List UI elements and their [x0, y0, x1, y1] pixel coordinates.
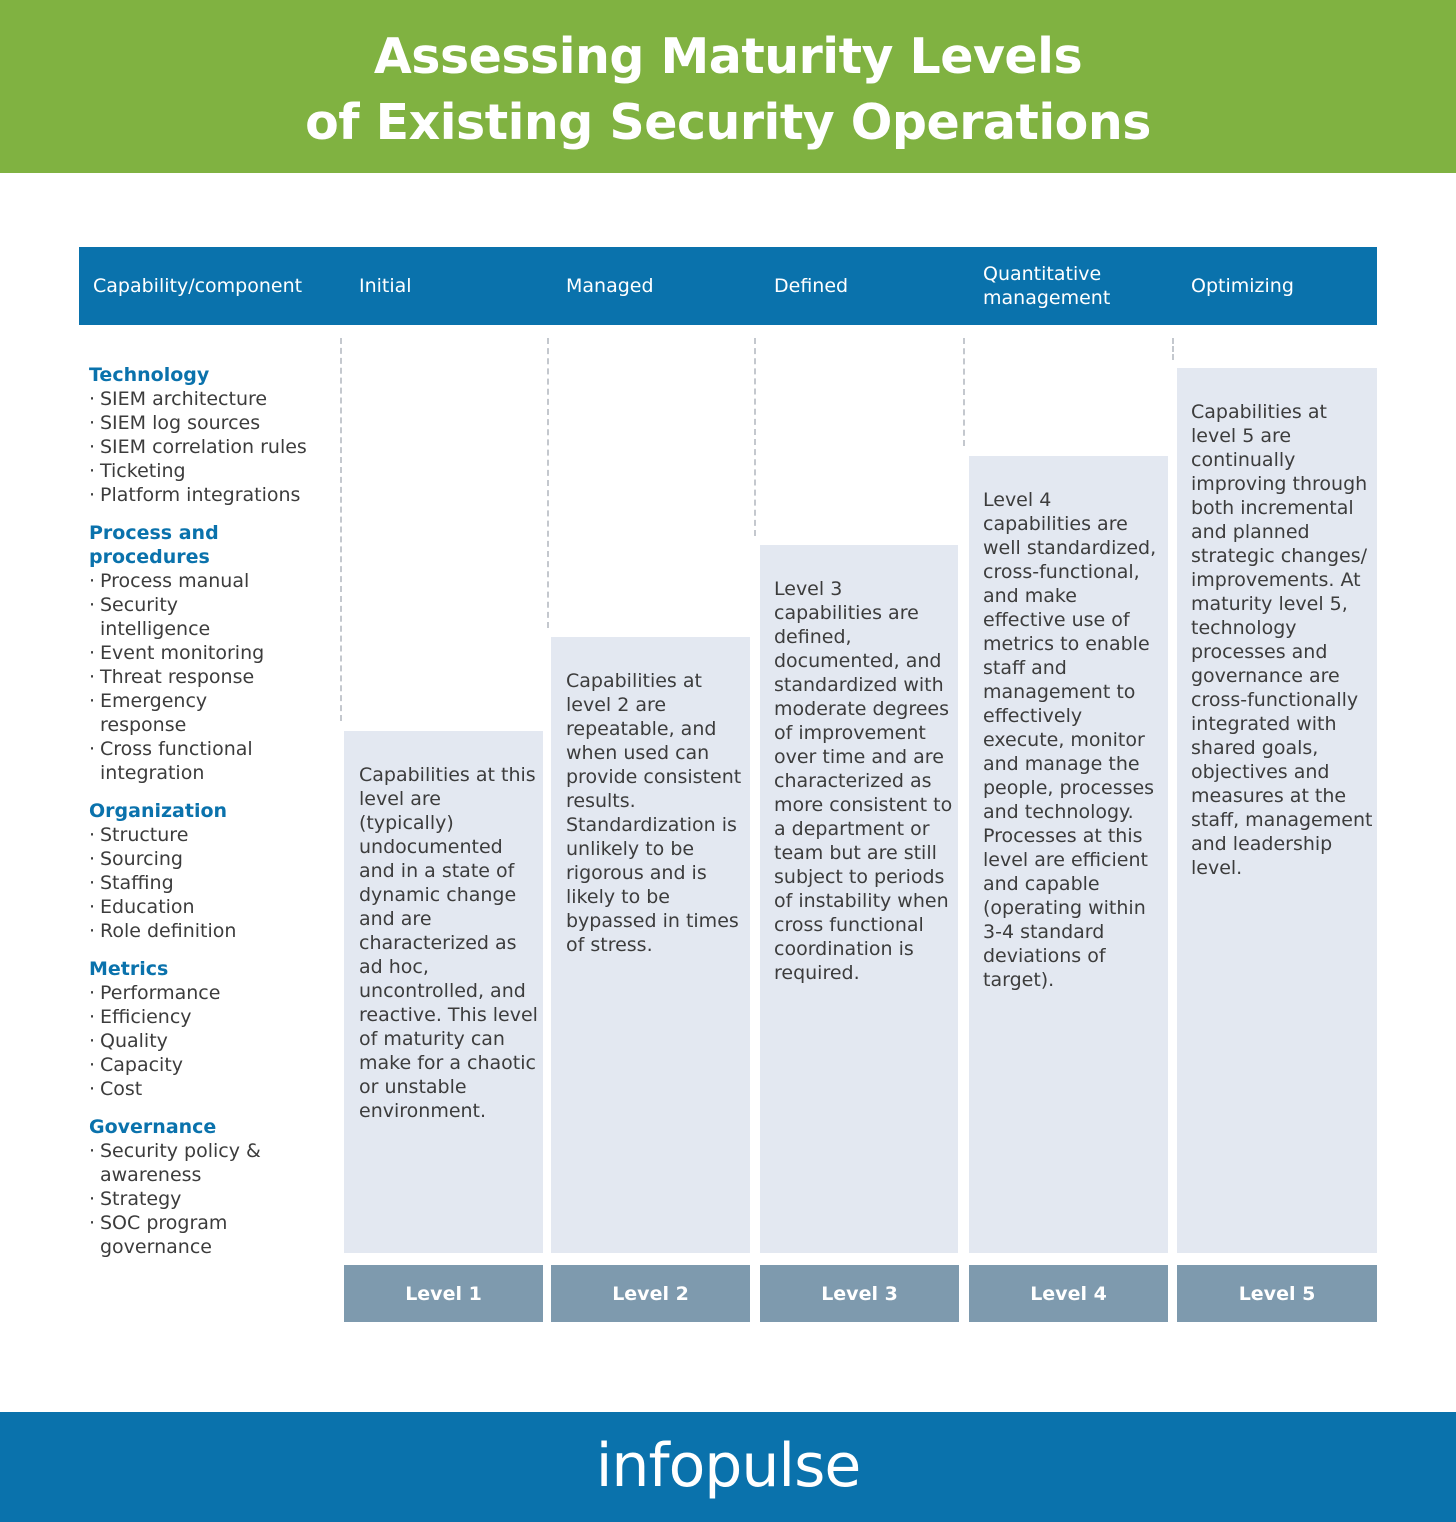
list-item: · SIEM architecture	[89, 387, 334, 411]
title-line-1: Assessing Maturity Levels	[373, 28, 1083, 85]
category-governance-title: Governance	[89, 1116, 217, 1138]
list-item: · Process manual	[89, 569, 289, 593]
list-item: · Ticketing	[89, 459, 334, 483]
category-process-items	[89, 569, 289, 785]
level-3-description: Level 3 capabilities are defined, documented, and standardized with moderate degrees of improvement over time and are characterized as more consistent to a department or team but are still subject to periods of instability when cross functional coordination is required.	[774, 578, 953, 984]
category-process-title: Process and procedures	[89, 522, 219, 568]
list-item: · SOC program governance	[89, 1211, 269, 1259]
level-2-label: Level 2	[551, 1265, 750, 1322]
column-divider	[1172, 338, 1174, 360]
list-item: · Role definition	[89, 919, 334, 943]
category-organization-items	[89, 823, 334, 943]
table-header	[79, 247, 1377, 325]
header-quantitative-line-1: Quantitative	[983, 263, 1102, 285]
list-item: · Quality	[89, 1029, 334, 1053]
header-quantitative-management	[983, 247, 1110, 325]
list-item: · Structure	[89, 823, 334, 847]
level-5-label: Level 5	[1177, 1265, 1377, 1322]
list-item: · Strategy	[89, 1187, 269, 1211]
category-technology-items	[89, 387, 334, 507]
category-metrics-items	[89, 981, 334, 1101]
level-2-description: Capabilities at level 2 are repeatable, and when used can provide consistent results. Standardization is unlikely to be rigorous and is likely to be bypassed in times of stress.	[566, 670, 742, 956]
list-item: · Platform integrations	[89, 483, 334, 507]
column-divider	[340, 338, 342, 721]
list-item: · SIEM log sources	[89, 411, 334, 435]
category-technology-title: Technology	[89, 364, 210, 386]
list-item: · Cost	[89, 1077, 334, 1101]
header-capability: Capability/component	[93, 275, 303, 297]
level-1-description: Capabilities at this level are (typically) undocumented and in a state of dynamic change and are characterized as ad hoc, uncontrolled, and reactive. This level of maturity can make for a chaotic or unstable environment.	[359, 764, 538, 1122]
list-item: · Threat response	[89, 665, 289, 689]
level-1-label: Level 1	[344, 1265, 543, 1322]
column-divider	[547, 338, 549, 628]
column-divider	[754, 338, 756, 536]
level-3-label: Level 3	[760, 1265, 959, 1322]
list-item: · Education	[89, 895, 334, 919]
list-item: · Security policy & awareness	[89, 1139, 269, 1187]
list-item: · Sourcing	[89, 847, 334, 871]
capability-list	[89, 363, 334, 1259]
header-defined: Defined	[774, 275, 849, 297]
level-5-description: Capabilities at level 5 are continually improving through both incremental and planned strategic changes/ improvements. At maturity level 5, technology processes and governance are cross-functionally integrated with shared goals, objectives and measures at the staff, management and leadership level.	[1191, 401, 1373, 879]
category-metrics-title: Metrics	[89, 958, 169, 980]
list-item: · Performance	[89, 981, 334, 1005]
list-item: · Staffing	[89, 871, 334, 895]
header-managed: Managed	[566, 275, 654, 297]
header-initial: Initial	[359, 275, 412, 297]
list-item: · Emergency response	[89, 689, 289, 737]
page-title	[0, 24, 1456, 156]
list-item: · Cross functional integration	[89, 737, 289, 785]
list-item: · Efficiency	[89, 1005, 334, 1029]
list-item: · Event monitoring	[89, 641, 289, 665]
list-item: · SIEM correlation rules	[89, 435, 334, 459]
header-optimizing: Optimizing	[1191, 275, 1294, 297]
brand-logo: infopulse	[595, 1431, 861, 1501]
category-organization-title: Organization	[89, 800, 228, 822]
title-line-2: of Existing Security Operations	[305, 94, 1151, 151]
level-4-label: Level 4	[969, 1265, 1168, 1322]
category-governance-items	[89, 1139, 269, 1259]
header-quantitative-line-2: management	[983, 287, 1111, 309]
list-item: · Security intelligence	[89, 593, 289, 641]
column-divider	[963, 338, 965, 446]
list-item: · Capacity	[89, 1053, 334, 1077]
level-4-description: Level 4 capabilities are well standardized, cross-functional, and make effective use of metrics to enable staff and management to effectively execute, monitor and manage the people, processes and technology. Processes at this level are efficient and capable (operating within 3-4 standard deviations of target).	[983, 489, 1157, 991]
